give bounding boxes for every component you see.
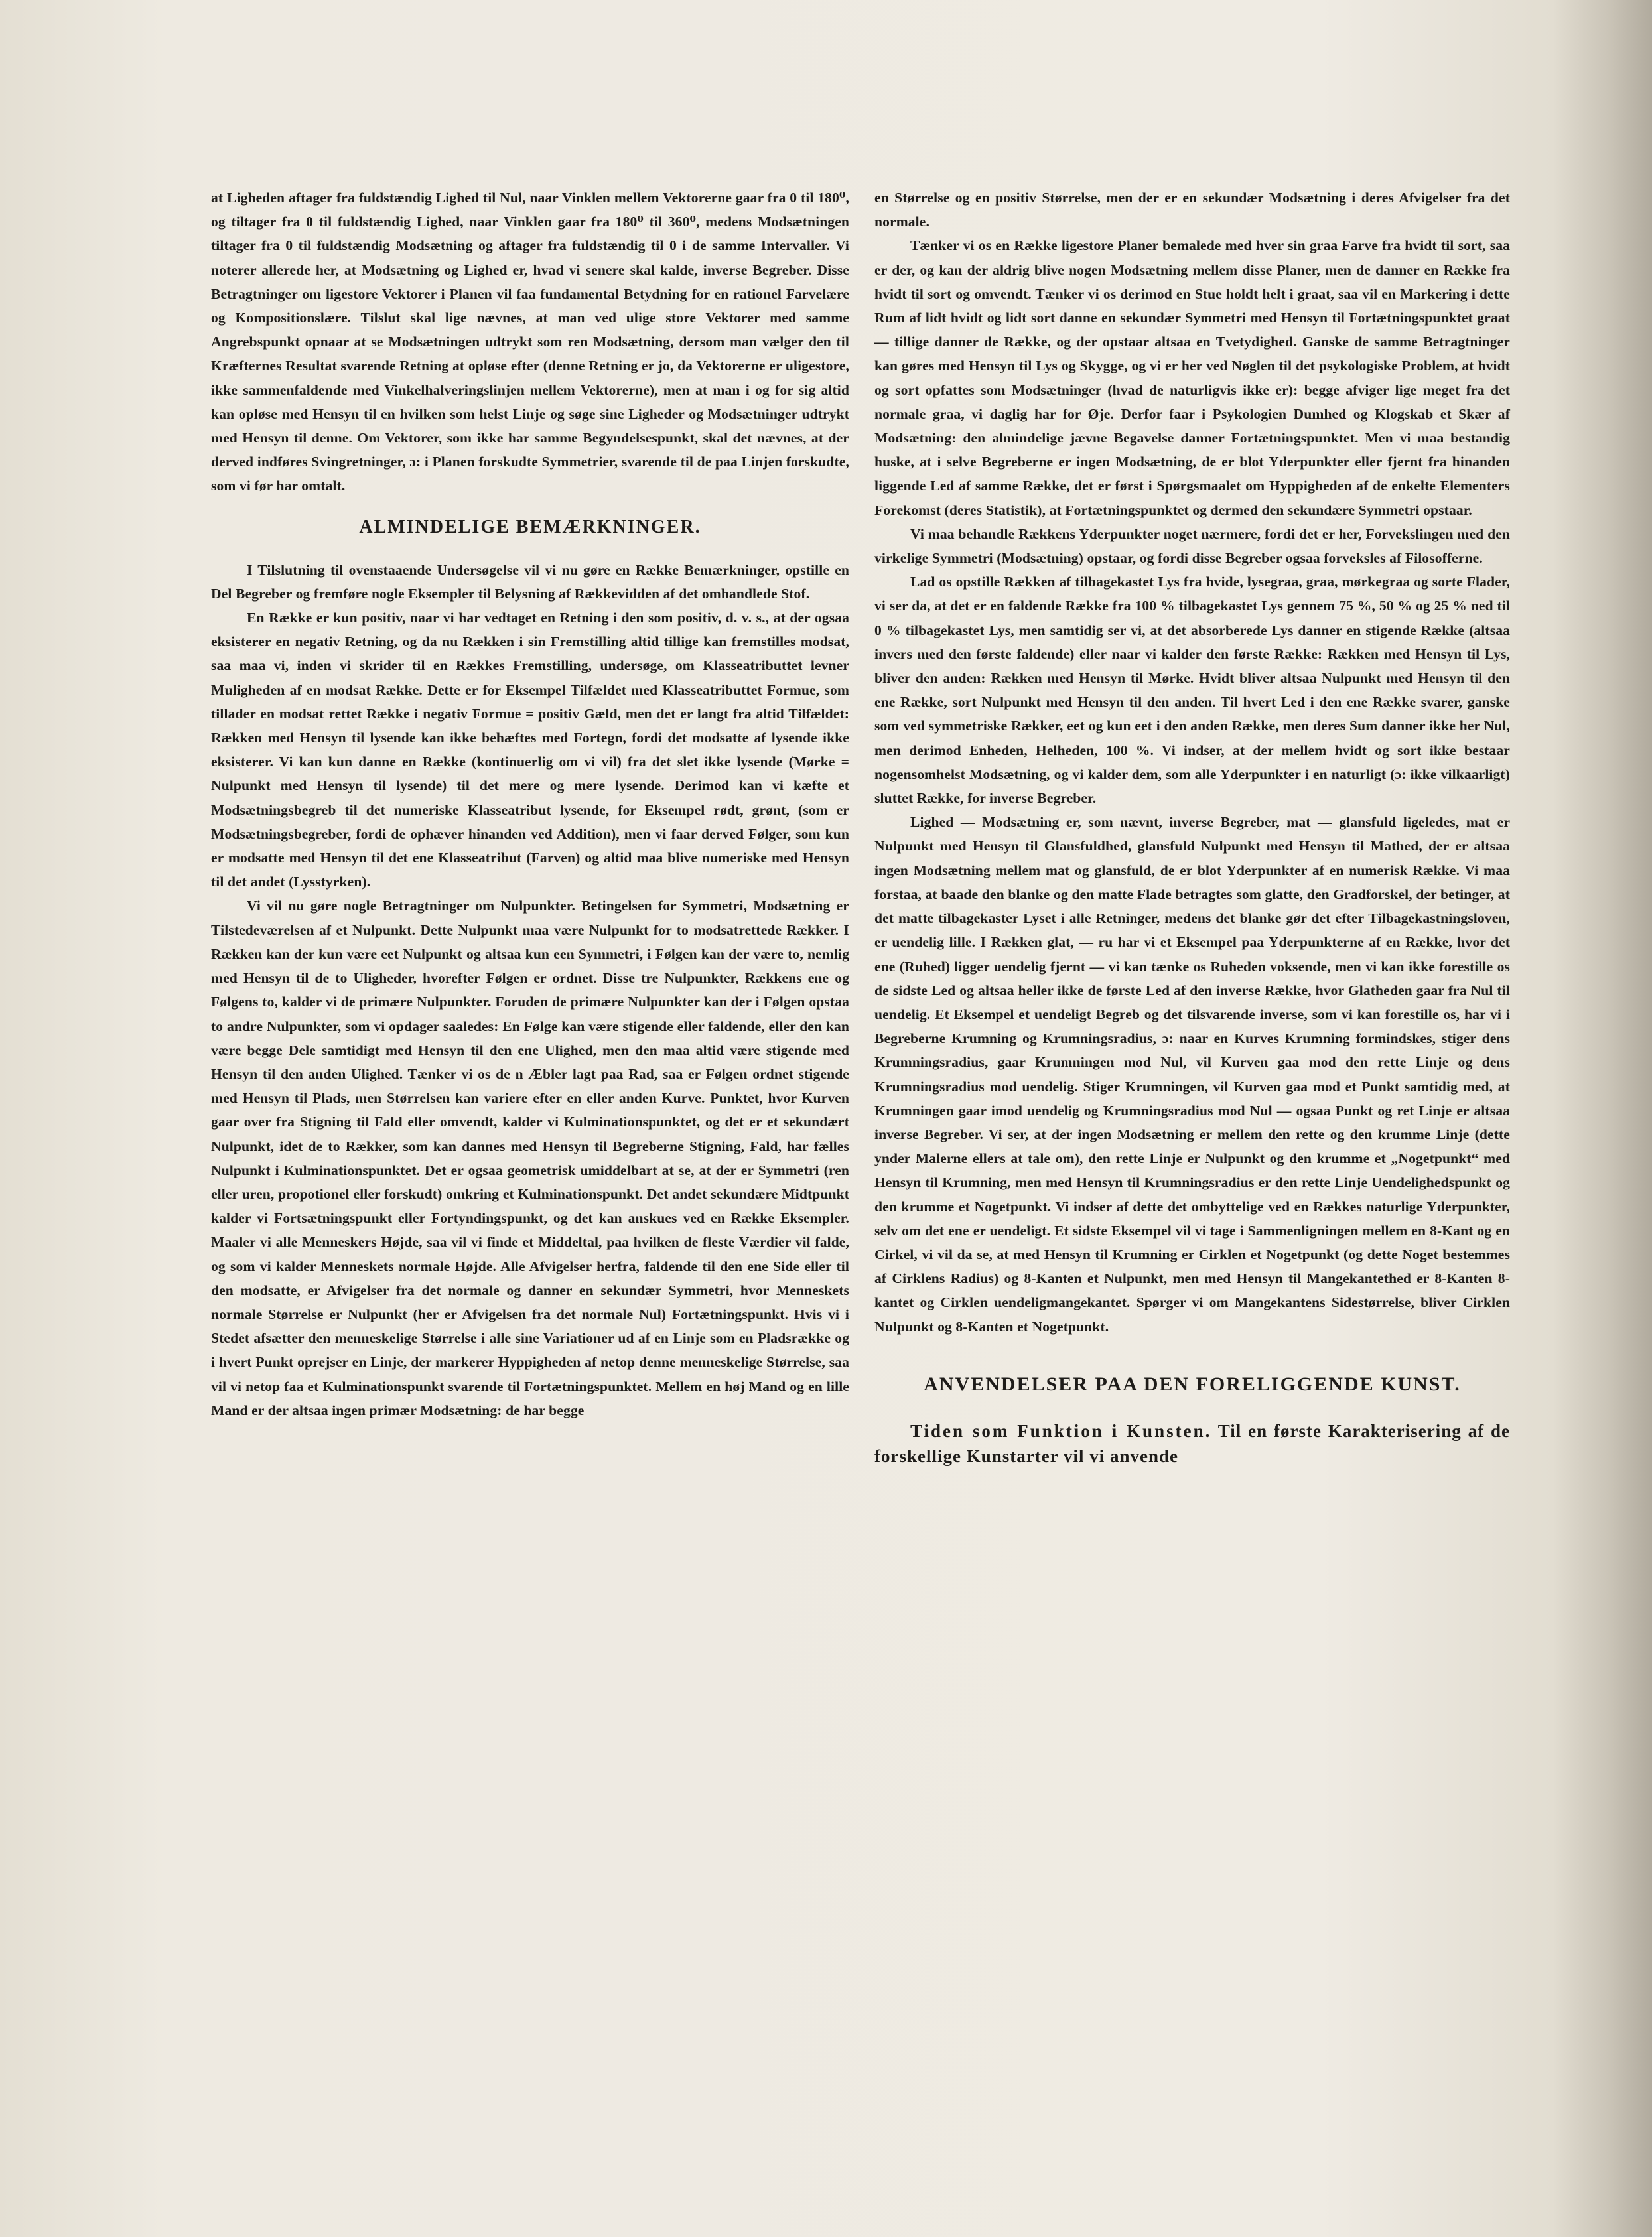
paragraph: at Ligheden aftager fra fuldstændig Lighed til Nul, naar Vinklen mellem Vektorerne gaar fra 0 til 180⁰, og tiltager fra 0 til fuldstændig Lighed, naar Vinklen gaar fra 180⁰ til 360⁰, medens Modsætningen tiltager fra 0 til fuldstændig Modsætning og aftager fra fuldstændig til 0 i de samme Intervaller. Vi noterer allerede her, at Modsætning og Lighed er, hvad vi senere skal kalde, inverse Begreber. Disse Betragtninger om ligestore Vektorer i Planen vil faa fundamental Betydning for en rationel Farvelære og Kompositionslære. Tilslut skal lige nævnes, at man ved ulige store Vektorer med samme Angrebspunkt opnaar at se Modsætningen udtrykt som ren Modsætning, dersom man vælger den til Kræfternes Resultat svarende Retning at opløse efter (denne Retning er jo, da Vektorerne er uligestore, ikke sammenfaldende med Vinkelhalveringslinjen mellem Vektorerne), men at man i og for sig altid kan opløse med Hensyn til en hvilken som helst Linje og søge sine Ligheder og Modsætninger udtrykt med Hensyn til denne. Om Vektorer, som ikke har samme Begyndelsespunkt, skal det nævnes, at der derved indføres Svingretninger, ɔ: i Planen forskudte Symmetrier, svarende til de paa Linjen forskudte, som vi før har omtalt. [211,190,849,494]
right-column [874,186,1510,1469]
paragraph: I Tilslutning til ovenstaaende Undersøgelse vil vi nu gøre en Række Bemærkninger, opstille en Del Begreber og fremføre nogle Eksempler til Belysning af Rækkevidden af det omhandlede Stof. [211,561,849,602]
section-heading: ALMINDELIGE BEMÆRKNINGER. [359,516,701,537]
subsection-paragraph [874,1418,1510,1469]
subsection-title: Tiden som Funktion i Kunsten. [910,1420,1212,1441]
left-column [211,186,849,1422]
paragraph: Lad os opstille Rækken af tilbagekastet Lys fra hvide, lysegraa, graa, mørkegraa og sorte Flader, vi ser da, at det er en faldende Række fra 100 % tilbagekastet Lys gennem 75 %, 50 % og 25 % ned til 0 % tilbagekastet Lys, men samtidig ser vi, at det absorberede Lys danner en stigende Række (altsaa invers med den første faldende) eller naar vi kalder den første Række: Rækken med Hensyn til Lys, bliver den anden: Rækken med Hensyn til Mørke. Hvidt bliver altsaa Nulpunkt med Hensyn til den ene Række, sort Nulpunkt med Hensyn til den anden. Til hvert Led i den ene Række svarer, ganske som ved symmetriske Rækker, eet og kun eet i den anden Række, men deres Sum danner ikke her Nul, men derimod Enheden, Helheden, 100 %. Vi indser, at der mellem hvidt og sort ikke bestaar nogensomhelst Modsætning, og vi kalder dem, som alle Yderpunkter i en naturligt (ɔ: ikke vilkaarligt) sluttet Række, for inverse Begreber. [874,574,1510,807]
page-edge-shadow [1552,0,1652,2237]
paragraph: Vi maa behandle Rækkens Yderpunkter noget nærmere, fordi det er her, Forvekslingen med den virkelige Symmetri (Modsætning) opstaar, og fordi disse Begreber ogsaa forveksles af Filosofferne. [874,525,1510,567]
paragraph: Tænker vi os en Række ligestore Planer bemalede med hver sin graa Farve fra hvidt til sort, saa er der, og kan der aldrig blive nogen Modsætning mellem disse Planer, men de danner en Række fra hvidt til sort og omvendt. Tænker vi os derimod en Stue holdt helt i graat, saa vil en Markering i dette Rum af lidt hvidt og lidt sort danne en sekundær Symmetri med Hensyn til Fortætningspunktet graat — tillige danner de Række, og der opstaar altsaa en Tvetydighed. Ganske de samme Betragtninger kan gøres med Hensyn til Lys og Skygge, og vi er her ved Nøglen til det psykologiske Problem, at hvidt og sort opfattes som Modsætninger (hvad de naturligvis ikke er): begge afviger lige meget fra det normale graa, vi daglig har for Øje. Derfor faar i Psykologien Dumhed og Klogskab et Skær af Modsætning: den almindelige jævne Begavelse danner Fortætningspunktet. Men vi maa bestandig huske, at i selve Begreberne er ingen Modsætning, de er blot Yderpunkter eller fjernt fra hinanden liggende Led af samme Række, det er først i Spørgsmaalet om Hyppigheden af de enkelte Elementers Forekomst (deres Statistik), at Fortætningspunktet og dermed den sekundære Symmetri opstaar. [874,237,1510,518]
paragraph: en Størrelse og en positiv Størrelse, men der er en sekundær Modsætning i deres Afvigelser fra det normale. [874,190,1510,230]
paragraph: En Række er kun positiv, naar vi har vedtaget en Retning i den som positiv, d. v. s., at der ogsaa eksisterer en negativ Retning, og da nu Rækken i sin Fremstilling altid tillige kan fremstilles modsat, saa maa vi, inden vi skrider til en Rækkes Fremstilling, undersøge, om Klasseatributtet levner Muligheden af en modsat Række. Dette er for Eksempel Tilfældet med Klasseatributtet Formue, som tillader en modsat rettet Række i negativ Formue = positiv Gæld, men det er langt fra altid Tilfældet: Rækken med Hensyn til lysende kan ikke behæftes med Fortegn, fordi det modsatte af lysende ikke eksisterer. Vi kan kun danne en Række (kontinuerlig om vi vil) fra det slet ikke lysende (Mørke = Nulpunkt med Hensyn til lysende) til det mere og mere lysende. Derimod kan vi kæfte et Modsætningsbegreb til det numeriske Klasseatribut lysende, for Eksempel rødt, grønt, (som er Modsætningsbegreber, fordi de ophæver hinanden ved Addition), men vi faar derved Følger, som kun er modsatte med Hensyn til det ene Klasseatribut (Farven) og altid maa blive numeriske med Hensyn til det andet (Lysstyrken). [211,610,849,890]
subsection-text: Til en første Karakterisering af de forskellige Kunstarter vil vi anvende [874,1420,1510,1466]
section-heading: ANVENDELSER PAA DEN FORELIGGENDE KUNST. [924,1373,1461,1395]
paragraph: Lighed — Modsætning er, som nævnt, inverse Begreber, mat — glansfuld ligeledes, mat er Nulpunkt med Hensyn til Glansfuldhed, glansfuld Nulpunkt med Hensyn til Mathed, der er altsaa ingen Modsætning mellem mat og glansfuld, de er blot Yderpunkter af en numerisk Række. Vi maa forstaa, at baade den blanke og den matte Flade betragtes som glatte, den Gradforskel, der betinger, at det matte tilbagekaster Lyset i alle Retninger, medens det blanke gør det efter Tilbagekastningsloven, er uendelig lille. I Rækken glat, — ru har vi et Eksempel paa Yderpunkterne af en Række, hvor det ene (Ruhed) ligger uendelig fjernt — vi kan tænke os Ruheden voksende, men vi kan ikke forestille os de sidste Led og altsaa heller ikke de første Led af den inverse Række, hvor Glatheden gaar fra Nul til uendelig. Et Eksempel et uendeligt Begreb og det tilsvarende inverse, som vi kan forestille os, har vi i Begreberne Krumning og Krumningsradius, ɔ: naar en Kurves Krumning formindskes, stiger dens Krumningsradius, gaar Krumningen mod Nul, vil Kurven gaa mod den rette Linje og dens Krumningsradius mod uendelig. Stiger Krumningen, vil Kurven gaa mod et Punkt samtidig med, at Krumningen gaar imod uendelig og Krumningsradius mod Nul — ogsaa Punkt og ret Linje er altsaa inverse Begreber. Vi ser, at der ingen Modsætning er mellem den rette og den krumme Linje (dette ynder Malerne ellers at tale om), den rette Linje er Nulpunkt og den krumme et „Nogetpunkt“ med Hensyn til Krumning, men med Hensyn til Krumningsradius er den rette Linje Uendelighedspunkt og den krumme et Nogetpunkt. Vi indser af dette det ombyttelige ved en Rækkes naturlige Yderpunkter, selv om det ene er uendeligt. Et sidste Eksempel vil vi tage i Sammenligningen mellem en 8-Kant og en Cirkel, vi vil da se, at med Hensyn til Krumning er Cirklen et Nogetpunkt (og dette Noget bestemmes af Cirklens Radius) og 8-Kanten et Nulpunkt, men med Hensyn til Mangekantethed er 8-Kanten 8-kantet og Cirklen uendeligmangekantet. Spørger vi om Mangekantens Sidestørrelse, bliver Cirklen Nulpunkt og 8-Kanten et Nogetpunkt. [874,814,1510,1335]
paragraph: Vi vil nu gøre nogle Betragtninger om Nulpunkter. Betingelsen for Symmetri, Modsætning er Tilstedeværelsen af et Nulpunkt. Dette Nulpunkt maa være Nulpunkt for to modsatrettede Rækker. I Rækken kan der kun være eet Nulpunkt og altsaa kun een Symmetri, i Følgen kan der være to, nemlig med Hensyn til de to Uligheder, hvorefter Følgen er ordnet. Disse tre Nulpunkter, Rækkens ene og Følgens to, kalder vi de primære Nulpunkter. Foruden de primære Nulpunkter kan der i Følgen opstaa to andre Nulpunkter, som vi opdager saaledes: En Følge kan være stigende eller faldende, eller den kan være begge Dele samtidigt med Hensyn til den ene Ulighed, men den maa altid være stigende med Hensyn til den anden Ulighed. Tænker vi os de n Æbler lagt paa Rad, saa er Følgen ordnet stigende med Hensyn til Plads, men Størrelsen kan variere efter en eller anden Kurve. Punktet, hvor Kurven gaar over fra Stigning til Fald eller omvendt, kalder vi Kulminationspunktet, og det er et sekundært Nulpunkt, idet de to Rækker, som kan dannes med Hensyn til Begreberne Stigning, Fald, har fælles Nulpunkt i Kulminationspunktet. Det er ogsaa geometrisk umiddelbart at se, at der er Symmetri (ren eller uren, propotionel eller forskudt) omkring et Kulminationspunkt. Det andet sekundære Midtpunkt kalder vi Fortsætningspunkt eller Fortyndingspunkt, og det kan anskues ved en Række Eksempler. Maaler vi alle Menneskers Højde, saa vil vi finde et Middeltal, paa hvilken de fleste Værdier vil falde, og som vi kalder Menneskets normale Højde. Alle Afvigelser herfra, faldende til den ene Side eller til den modsatte, er Afvigelser fra det normale og danner en sekundær Symmetri, hvor Menneskets normale Størrelse er Nulpunkt (her er Afvigelsen fra det normale Nul) Fortætningspunkt. Hvis vi i Stedet afsætter den menneskelige Størrelse i alle sine Variationer ud af en Linje som en Pladsrække og i hvert Punkt oprejser en Linje, der markerer Hyppigheden af netop denne menneskelige Størrelse, saa vil vi netop faa et Kulminationspunkt svarende til Fortætningspunktet. Mellem en høj Mand og en lille Mand er der altsaa ingen primær Modsætning: de har begge [211,898,849,1418]
